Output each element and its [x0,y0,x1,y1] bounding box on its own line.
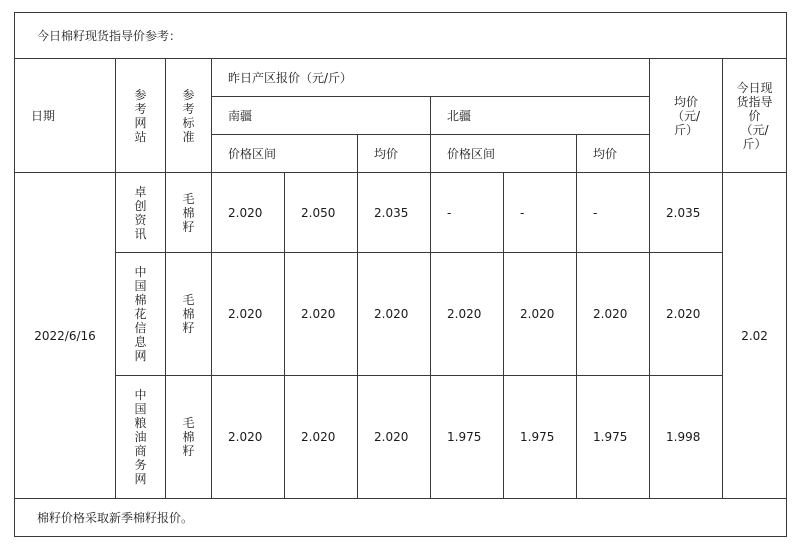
north-low-cell: - [431,173,504,253]
header-date: 日期 [15,59,116,173]
south-high-cell: 2.020 [285,376,358,499]
south-avg-cell: 2.020 [358,376,431,499]
header-price-range-north: 价格区间 [431,135,577,173]
header-standard [166,59,212,173]
north-low-cell: 1.975 [431,376,504,499]
date-cell: 2022/6/16 [15,173,116,499]
header-site [116,59,166,173]
header-today-guide [723,59,787,173]
header-avg-price [650,59,723,173]
header-avg-south: 均价 [358,135,431,173]
south-high-cell: 2.050 [285,173,358,253]
standard-text: 毛棉籽 [182,416,195,458]
table-footer-note: 棉籽价格采取新季棉籽报价。 [15,499,787,537]
header-south-xinjiang: 南疆 [212,97,431,135]
south-low-cell: 2.020 [212,253,285,376]
south-low-cell: 2.020 [212,376,285,499]
site-text: 中国棉花信息网 [134,265,147,363]
south-avg-cell: 2.020 [358,253,431,376]
standard-cell [166,376,212,499]
header-avg-price-text: 均价（元/斤） [671,94,701,137]
avg-cell: 2.020 [650,253,723,376]
table-row [15,253,787,376]
header-price-range-south: 价格区间 [212,135,358,173]
cottonseed-price-table [14,12,787,537]
table-row [15,173,787,253]
north-avg-cell: 2.020 [577,253,650,376]
standard-text: 毛棉籽 [182,293,195,335]
header-avg-north: 均价 [577,135,650,173]
site-cell [116,173,166,253]
header-site-text: 参考网站 [134,87,147,144]
table-row [15,376,787,499]
today-price-cell: 2.02 [723,173,787,499]
standard-cell [166,173,212,253]
north-high-cell: 2.020 [504,253,577,376]
table-title: 今日棉籽现货指导价参考： [15,13,787,59]
north-avg-cell: - [577,173,650,253]
south-avg-cell: 2.035 [358,173,431,253]
site-cell [116,253,166,376]
standard-cell [166,253,212,376]
header-north-xinjiang: 北疆 [431,97,650,135]
avg-cell: 2.035 [650,173,723,253]
south-low-cell: 2.020 [212,173,285,253]
avg-cell: 1.998 [650,376,723,499]
north-high-cell: 1.975 [504,376,577,499]
header-standard-text: 参考标准 [182,87,195,144]
header-today-guide-text: 今日现货指导价（元/斤） [736,80,773,151]
standard-text: 毛棉籽 [182,191,195,234]
north-low-cell: 2.020 [431,253,504,376]
site-text: 卓创资讯 [134,184,147,241]
south-high-cell: 2.020 [285,253,358,376]
site-text: 中国粮油商务网 [134,388,147,486]
site-cell [116,376,166,499]
north-high-cell: - [504,173,577,253]
header-yesterday-quote: 昨日产区报价（元/斤） [212,59,650,97]
north-avg-cell: 1.975 [577,376,650,499]
